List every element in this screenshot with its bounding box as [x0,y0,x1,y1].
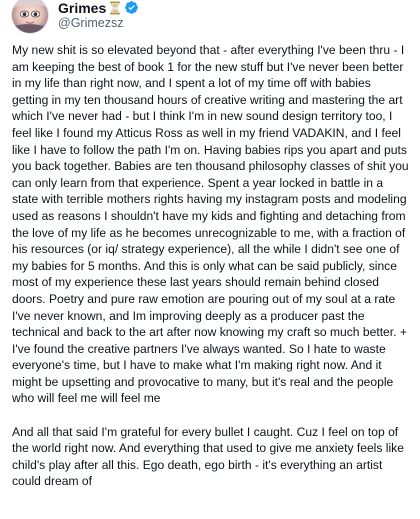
tweet-text [12,42,410,490]
tweet-paragraph-1: My new shit is so elevated beyond that - after everything I've been thru - I am keeping the best of book 1 for the new stuff but I've never been better in my life than right now, and I spent a lot of my time off with babies getting in my ten thousand hours of creative writing and mastering the art which I've never had - but I think I'm in new sound design territory too, I feel like I found my Atticus Ross as well in my friend VADAKIN, and I feel like I have to follow the path I'm on. Having babies rips you apart and puts you back together. Babies are ten thousand philosophy classes of shit you can only learn from that experience. Spent a year locked in battle in a state with terrible mothers rights having my instagram posts and modeling used as reasons I shouldn't have my kids and fighting and detaching from the love of my life as he becomes unrecognizable to me, with a fraction of his resources (or iq/ strategy experience), all the while I didn't see one of my babies for 5 months. And this is only what can be said publicly, since most of my experience these last years should remain behind closed doors. Poetry and pure raw emotion are pouring out of my soul at a rate I've never known, and Im improving deeply as a producer past the technical and back to the art after now knowing my craft so much better. + I've found the creative partners I've always wanted. So I hate to waste everyone's time, but I have to make what I'm making right now. And it might be upsetting and provocative to many, but it's real and the people who will feel me will feel me [12,43,409,406]
tweet-header [12,0,410,38]
author-handle[interactable]: @Grimezsz [58,15,124,30]
author-display-name[interactable]: Grimes [58,0,107,16]
hourglass-icon [109,1,121,15]
avatar[interactable] [12,0,48,33]
verified-badge-icon [124,0,139,15]
avatar-image [12,0,48,33]
tweet-paragraph-2: And all that said I'm grateful for every bullet I caught. Cuz I feel on top of the world right now. And everything that used to give me anxiety feels like child's play after all this. Ego death, ego birth - it's everything an artist could dream of [12,424,404,489]
name-row [58,0,139,16]
author-identity [58,0,139,31]
